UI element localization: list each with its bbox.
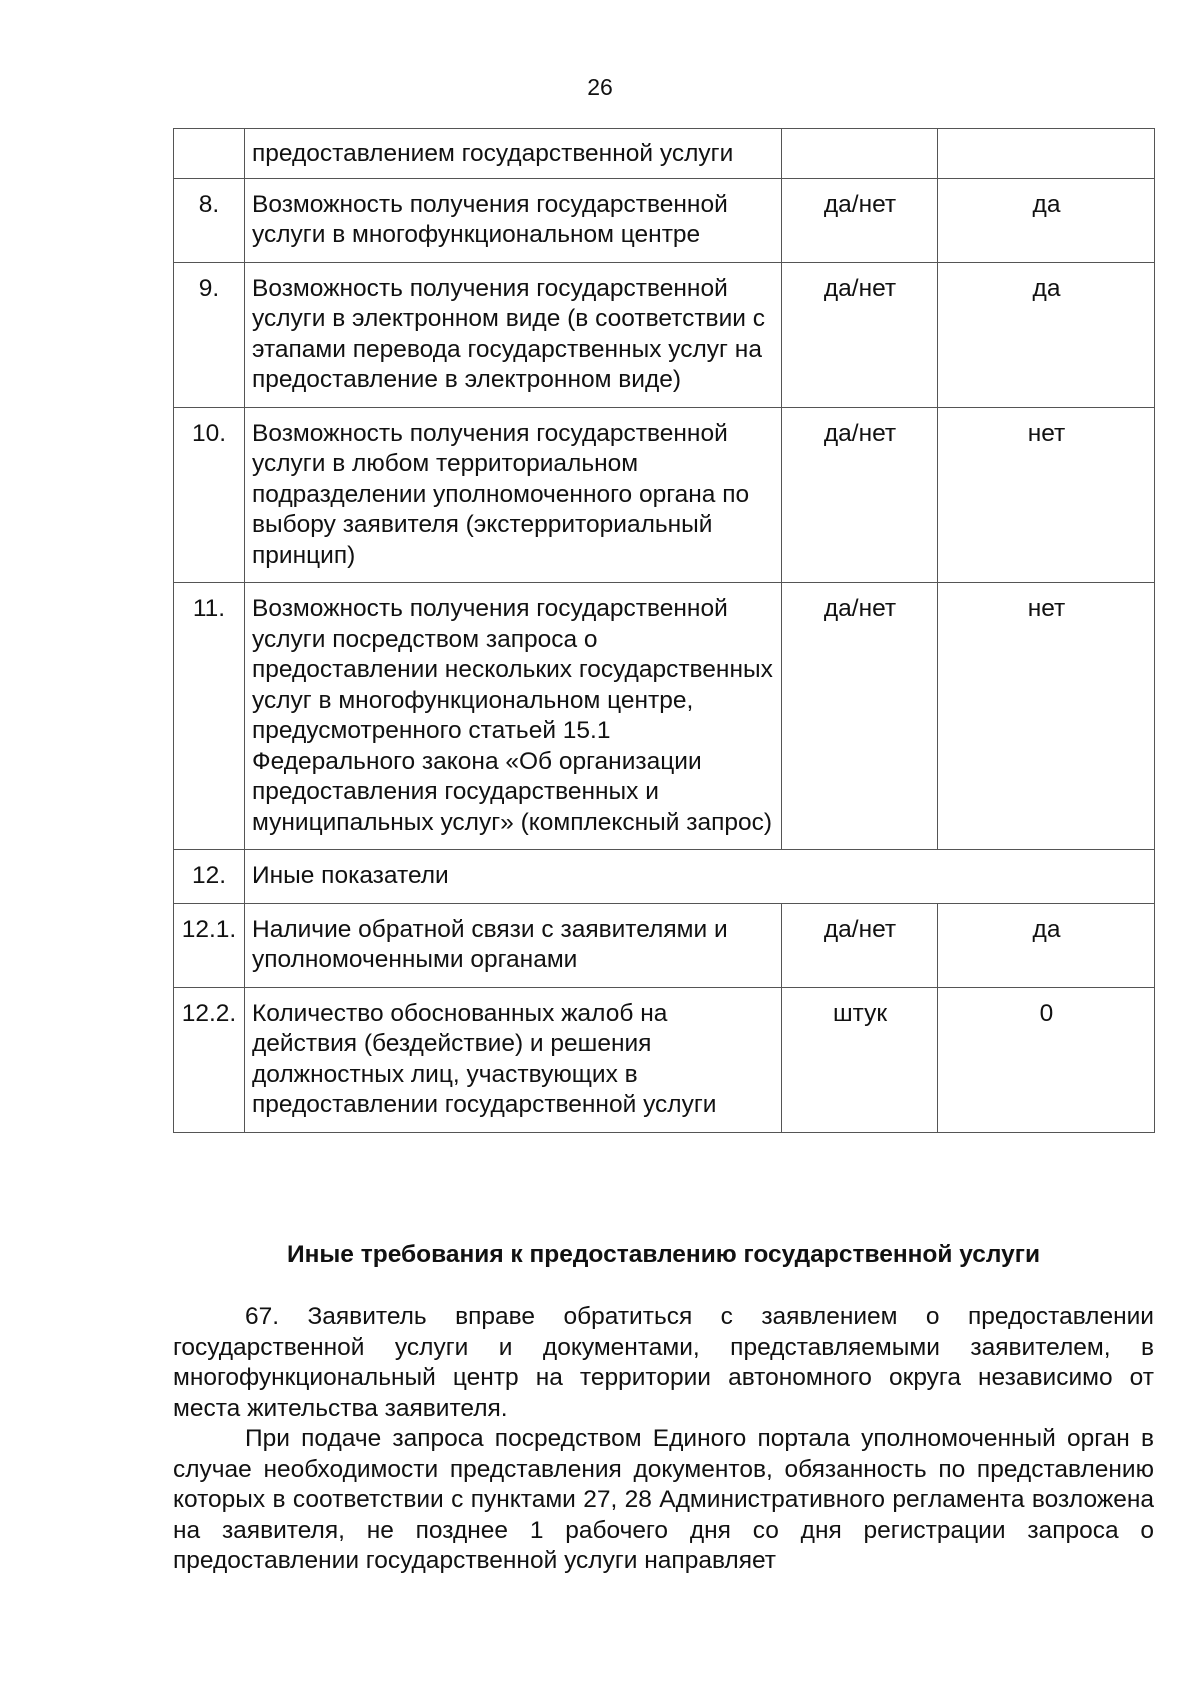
row-number: 12. [174,850,245,904]
row-description: Наличие обратной связи с заявителями и уполномоченными органами [245,903,782,987]
row-number: 12.2. [174,987,245,1132]
row-unit: да/нет [782,903,938,987]
row-unit: да/нет [782,262,938,407]
row-unit: да/нет [782,178,938,262]
table-row [174,583,1155,850]
row-description: предоставлением государственной услуги [245,129,782,179]
body-text [173,1302,1154,1577]
row-description: Количество обоснованных жалоб на действия (бездействие) и решения должностных лиц, участвующих в предоставлении государственной услуги [245,987,782,1132]
row-value: да [938,262,1155,407]
row-value: нет [938,583,1155,850]
table-row [174,987,1155,1132]
row-unit: да/нет [782,407,938,583]
row-number: 10. [174,407,245,583]
row-number: 12.1. [174,903,245,987]
table-row [174,407,1155,583]
paragraph: При подаче запроса посредством Единого портала уполномоченный орган в случае необходимости представления документов, обязанность по представлению которых в соответствии с пунктами 27, 28 Административного регламента возложена на заявителя, не позднее 1 рабочего дня со дня регистрации запроса о предоставлении государственной услуги направляет [173,1425,1154,1574]
row-description: Возможность получения государственной услуги в многофункциональном центре [245,178,782,262]
row-value: да [938,903,1155,987]
row-value [938,129,1155,179]
row-unit: да/нет [782,583,938,850]
row-description: Иные показатели [245,850,1155,904]
row-value: да [938,178,1155,262]
table-row [174,850,1155,904]
row-unit [782,129,938,179]
section-heading: Иные требования к предоставлению государственной услуги [286,1241,1041,1268]
row-unit: штук [782,987,938,1132]
table-row [174,178,1155,262]
row-number: 8. [174,178,245,262]
row-value: нет [938,407,1155,583]
page-number: 26 [587,74,613,100]
row-value: 0 [938,987,1155,1132]
row-number: 11. [174,583,245,850]
row-description: Возможность получения государственной услуги в любом территориальном подразделении уполномоченного органа по выбору заявителя (экстерриториальный принцип) [245,407,782,583]
table-row [174,903,1155,987]
row-number [174,129,245,179]
row-description: Возможность получения государственной услуги посредством запроса о предоставлении нескольких государственных услуг в многофункциональном центре, предусмотренного статьей 15.1 Федерального закона «Об организации предоставления государственных и муниципальных услуг» (комплексный запрос) [245,583,782,850]
indicators-table [173,128,1155,1133]
row-number: 9. [174,262,245,407]
row-description: Возможность получения государственной услуги в электронном виде (в соответствии с этапами перевода государственных услуг на предоставление в электронном виде) [245,262,782,407]
table-row [174,262,1155,407]
table-row [174,129,1155,179]
paragraph: 67. Заявитель вправе обратиться с заявлением о предоставлении государственной услуги и документами, представляемыми заявителем, в многофункциональный центр на территории автономного округа независимо от места жительства заявителя. [173,1303,1154,1422]
